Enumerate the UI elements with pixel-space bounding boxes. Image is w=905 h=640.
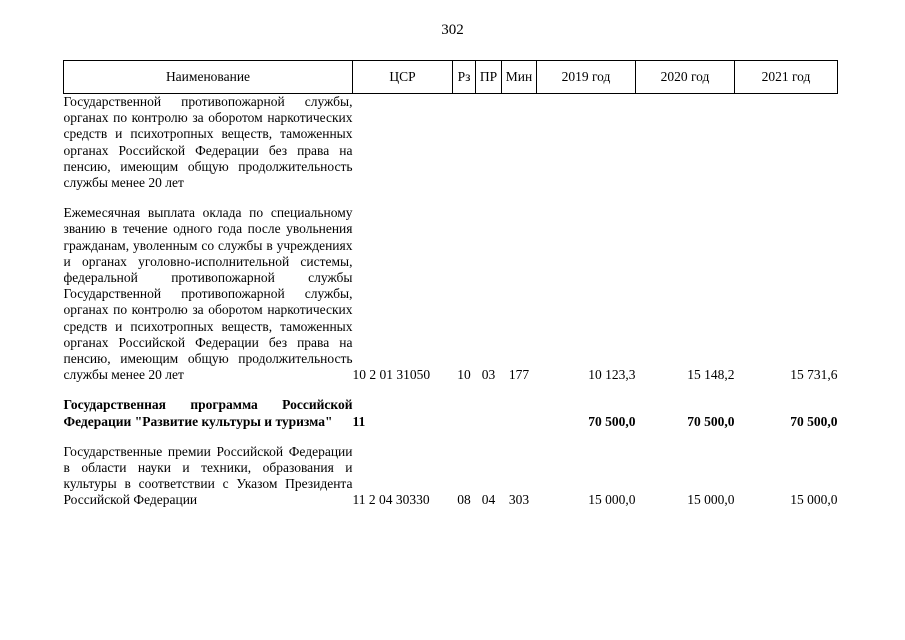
header-min: Мин bbox=[502, 61, 537, 94]
table-row bbox=[64, 444, 838, 509]
header-row bbox=[64, 61, 838, 94]
row-name: Государственной противопожарной службы, органах по контролю за оборотом наркотических средств и психотропных веществ, таможенных органах Российской Федерации без права на пенсию, имеющим общую продолжительность службы менее 20 лет bbox=[63, 94, 353, 191]
table-row bbox=[64, 205, 838, 383]
header-csr: ЦСР bbox=[353, 61, 453, 94]
row-csr: 10 2 01 31050 bbox=[352, 367, 431, 383]
row-2020 bbox=[636, 94, 735, 192]
row-min bbox=[502, 397, 537, 429]
row-min: 303 bbox=[508, 492, 530, 508]
row-min bbox=[502, 94, 537, 192]
row-pr: 03 bbox=[481, 367, 496, 383]
budget-table bbox=[63, 60, 838, 509]
row-spacer bbox=[64, 191, 838, 205]
row-2019 bbox=[537, 94, 636, 192]
header-2021: 2021 год bbox=[735, 61, 838, 94]
table-row bbox=[64, 94, 838, 192]
header-pr: ПР bbox=[476, 61, 502, 94]
page-number: 302 bbox=[441, 22, 464, 38]
row-2021: 15 731,6 bbox=[790, 367, 838, 383]
row-2019: 70 500,0 bbox=[588, 413, 636, 429]
header-2020: 2020 год bbox=[636, 61, 735, 94]
row-2019: 10 123,3 bbox=[588, 367, 636, 383]
row-2021: 70 500,0 bbox=[790, 413, 838, 429]
row-pr bbox=[476, 94, 502, 192]
row-2019: 15 000,0 bbox=[588, 492, 636, 508]
row-2021: 15 000,0 bbox=[790, 492, 838, 508]
row-rz bbox=[453, 397, 476, 429]
row-name: Ежемесячная выплата оклада по специальному званию в течение одного года после увольнения гражданам, уволенным со службы в учреждениях и органах уголовно-исполнительной системы, федеральной противопожарной службы Государственной противопожарной службы, органах по контролю за оборотом наркотических средств и психотропных веществ, таможенных органах Российской Федерации без права на пенсию, имеющим общую продолжительность службы менее 20 лет bbox=[63, 205, 353, 383]
row-csr bbox=[353, 94, 453, 192]
row-name: Государственные премии Российской Федерации в области науки и техники, образования и культуры в соответствии с Указом Президента Российской Федерации bbox=[63, 443, 353, 508]
row-2021 bbox=[735, 94, 838, 192]
row-2020: 15 000,0 bbox=[687, 492, 735, 508]
row-pr bbox=[476, 397, 502, 429]
header-2019: 2019 год bbox=[537, 61, 636, 94]
row-csr: 11 2 04 30330 bbox=[352, 492, 430, 508]
row-spacer bbox=[64, 383, 838, 397]
row-name: Государственная программа Российской Федерации "Развитие культуры и туризма" bbox=[63, 397, 353, 429]
table-header bbox=[64, 61, 838, 94]
table-row bbox=[64, 397, 838, 429]
row-pr: 04 bbox=[481, 492, 496, 508]
row-rz: 10 bbox=[457, 367, 471, 383]
row-spacer bbox=[64, 430, 838, 444]
row-rz bbox=[453, 94, 476, 192]
table-body bbox=[64, 94, 838, 509]
row-csr: 11 bbox=[352, 413, 366, 429]
row-rz: 08 bbox=[457, 492, 471, 508]
header-rz: Рз bbox=[453, 61, 476, 94]
row-min: 177 bbox=[508, 367, 530, 383]
row-2020: 70 500,0 bbox=[687, 413, 735, 429]
row-2020: 15 148,2 bbox=[687, 367, 735, 383]
header-name: Наименование bbox=[64, 61, 353, 94]
